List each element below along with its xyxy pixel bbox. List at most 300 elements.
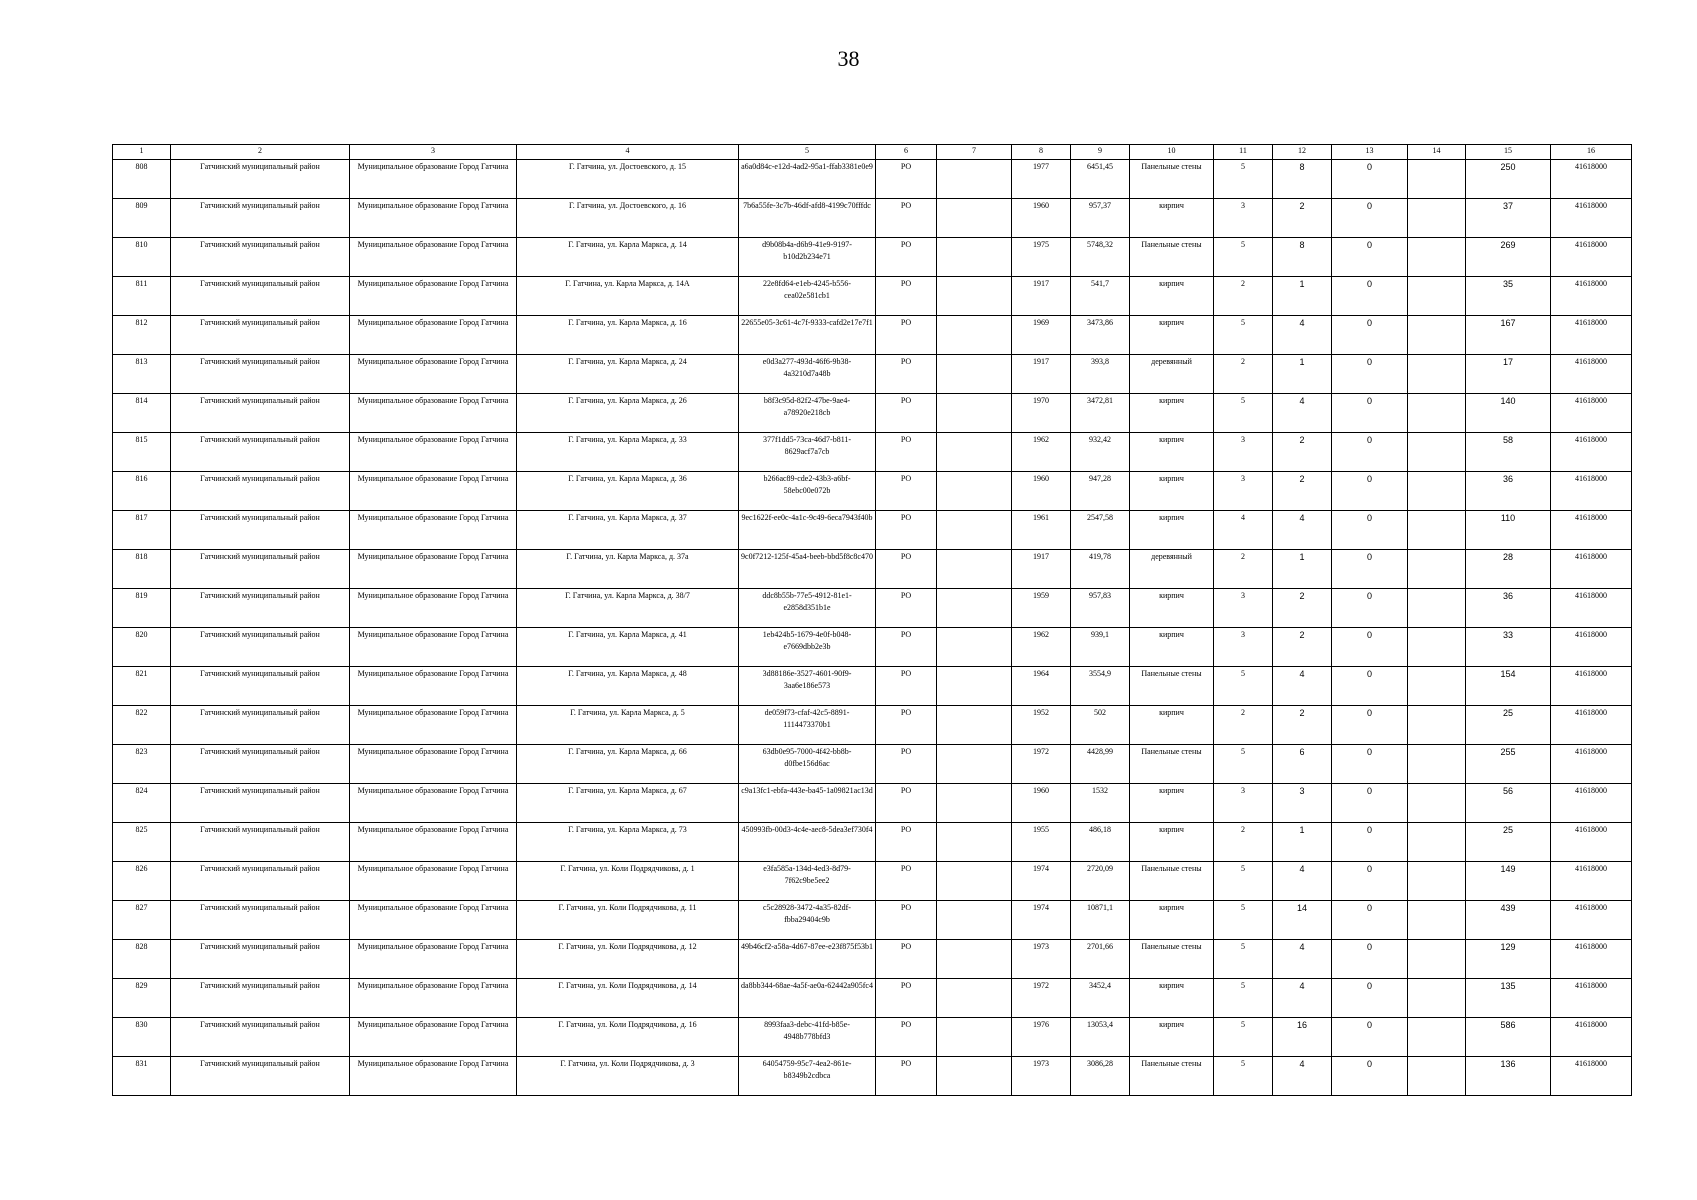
- floors-count: 5: [1214, 316, 1273, 355]
- oktmo-code: 41618000: [1551, 199, 1632, 238]
- program-code: РО: [876, 199, 937, 238]
- column-header-8: 8: [1012, 145, 1071, 160]
- table-row: [113, 394, 1632, 433]
- entrances-count: 4: [1273, 940, 1332, 979]
- column-7-value: [937, 745, 1012, 784]
- municipality-name: Муниципальное образование Город Гатчина: [350, 862, 517, 901]
- column-13-value: 0: [1332, 1057, 1408, 1096]
- column-7-value: [937, 316, 1012, 355]
- wall-material: кирпич: [1130, 628, 1214, 667]
- district-name: Гатчинский муниципальный район: [171, 1018, 350, 1057]
- row-number: 824: [113, 784, 171, 823]
- municipality-name: Муниципальное образование Город Гатчина: [350, 550, 517, 589]
- total-area: 541,7: [1071, 277, 1130, 316]
- wall-material: кирпич: [1130, 589, 1214, 628]
- district-name: Гатчинский муниципальный район: [171, 472, 350, 511]
- year-built: 1960: [1012, 784, 1071, 823]
- municipality-name: Муниципальное образование Город Гатчина: [350, 901, 517, 940]
- address: Г. Гатчина, ул. Карла Маркса, д. 37: [517, 511, 739, 550]
- table-row: [113, 199, 1632, 238]
- address: Г. Гатчина, ул. Карла Маркса, д. 37а: [517, 550, 739, 589]
- column-13-value: 0: [1332, 160, 1408, 199]
- row-number: 822: [113, 706, 171, 745]
- column-header-16: 16: [1551, 145, 1632, 160]
- table-row: [113, 1057, 1632, 1096]
- column-14-value: [1408, 667, 1466, 706]
- column-7-value: [937, 472, 1012, 511]
- column-14-value: [1408, 1057, 1466, 1096]
- column-7-value: [937, 589, 1012, 628]
- address: Г. Гатчина, ул. Карла Маркса, д. 33: [517, 433, 739, 472]
- total-area: 3473,86: [1071, 316, 1130, 355]
- oktmo-code: 41618000: [1551, 472, 1632, 511]
- entrances-count: 1: [1273, 550, 1332, 589]
- oktmo-code: 41618000: [1551, 433, 1632, 472]
- program-code: РО: [876, 667, 937, 706]
- table-row: [113, 901, 1632, 940]
- wall-material: деревянный: [1130, 550, 1214, 589]
- wall-material: Панельные стены: [1130, 745, 1214, 784]
- district-name: Гатчинский муниципальный район: [171, 589, 350, 628]
- total-area: 3086,28: [1071, 1057, 1130, 1096]
- column-13-value: 0: [1332, 745, 1408, 784]
- row-number: 829: [113, 979, 171, 1018]
- wall-material: кирпич: [1130, 511, 1214, 550]
- column-13-value: 0: [1332, 706, 1408, 745]
- entrances-count: 8: [1273, 160, 1332, 199]
- address: Г. Гатчина, ул. Коли Подрядчикова, д. 12: [517, 940, 739, 979]
- district-name: Гатчинский муниципальный район: [171, 277, 350, 316]
- municipality-name: Муниципальное образование Город Гатчина: [350, 160, 517, 199]
- column-13-value: 0: [1332, 823, 1408, 862]
- column-14-value: [1408, 823, 1466, 862]
- residents-count: 149: [1466, 862, 1551, 901]
- fias-code: c9a13fc1-ebfa-443e-ba45-1a09821ac13d: [739, 784, 876, 823]
- column-13-value: 0: [1332, 784, 1408, 823]
- district-name: Гатчинский муниципальный район: [171, 1057, 350, 1096]
- wall-material: кирпич: [1130, 433, 1214, 472]
- table-row: [113, 667, 1632, 706]
- municipality-name: Муниципальное образование Город Гатчина: [350, 667, 517, 706]
- column-header-1: 1: [113, 145, 171, 160]
- wall-material: Панельные стены: [1130, 940, 1214, 979]
- entrances-count: 2: [1273, 706, 1332, 745]
- total-area: 419,78: [1071, 550, 1130, 589]
- wall-material: кирпич: [1130, 823, 1214, 862]
- program-code: РО: [876, 823, 937, 862]
- fias-code: de059f73-cfaf-42c5-8891-1114473370b1: [739, 706, 876, 745]
- column-header-6: 6: [876, 145, 937, 160]
- column-14-value: [1408, 706, 1466, 745]
- address: Г. Гатчина, ул. Карла Маркса, д. 14А: [517, 277, 739, 316]
- total-area: 1532: [1071, 784, 1130, 823]
- address: Г. Гатчина, ул. Карла Маркса, д. 5: [517, 706, 739, 745]
- municipality-name: Муниципальное образование Город Гатчина: [350, 199, 517, 238]
- district-name: Гатчинский муниципальный район: [171, 628, 350, 667]
- column-13-value: 0: [1332, 940, 1408, 979]
- year-built: 1961: [1012, 511, 1071, 550]
- total-area: 4428,99: [1071, 745, 1130, 784]
- municipality-name: Муниципальное образование Город Гатчина: [350, 394, 517, 433]
- table-row: [113, 589, 1632, 628]
- program-code: РО: [876, 589, 937, 628]
- fias-code: 22e8fd64-e1eb-4245-b556-cea02e581cb1: [739, 277, 876, 316]
- year-built: 1964: [1012, 667, 1071, 706]
- column-14-value: [1408, 394, 1466, 433]
- column-14-value: [1408, 472, 1466, 511]
- column-7-value: [937, 628, 1012, 667]
- table-row: [113, 433, 1632, 472]
- total-area: 13053,4: [1071, 1018, 1130, 1057]
- floors-count: 3: [1214, 199, 1273, 238]
- oktmo-code: 41618000: [1551, 862, 1632, 901]
- floors-count: 2: [1214, 277, 1273, 316]
- program-code: РО: [876, 706, 937, 745]
- floors-count: 5: [1214, 901, 1273, 940]
- oktmo-code: 41618000: [1551, 784, 1632, 823]
- oktmo-code: 41618000: [1551, 667, 1632, 706]
- floors-count: 4: [1214, 511, 1273, 550]
- fias-code: d9b08b4a-d6b9-41e9-9197-b10d2b234e71: [739, 238, 876, 277]
- column-header-12: 12: [1273, 145, 1332, 160]
- column-13-value: 0: [1332, 901, 1408, 940]
- year-built: 1975: [1012, 238, 1071, 277]
- table-row: [113, 979, 1632, 1018]
- residents-count: 136: [1466, 1057, 1551, 1096]
- municipality-name: Муниципальное образование Город Гатчина: [350, 433, 517, 472]
- row-number: 825: [113, 823, 171, 862]
- program-code: РО: [876, 238, 937, 277]
- column-13-value: 0: [1332, 628, 1408, 667]
- year-built: 1972: [1012, 979, 1071, 1018]
- floors-count: 5: [1214, 940, 1273, 979]
- fias-code: a6a0d84c-e12d-4ad2-95a1-ffab3381e0e9: [739, 160, 876, 199]
- column-7-value: [937, 667, 1012, 706]
- municipality-name: Муниципальное образование Город Гатчина: [350, 979, 517, 1018]
- column-14-value: [1408, 784, 1466, 823]
- row-number: 810: [113, 238, 171, 277]
- entrances-count: 1: [1273, 355, 1332, 394]
- district-name: Гатчинский муниципальный район: [171, 706, 350, 745]
- residents-count: 250: [1466, 160, 1551, 199]
- column-14-value: [1408, 433, 1466, 472]
- column-14-value: [1408, 979, 1466, 1018]
- oktmo-code: 41618000: [1551, 979, 1632, 1018]
- fias-code: 450993fb-00d3-4c4e-aec8-5dea3ef730f4: [739, 823, 876, 862]
- wall-material: кирпич: [1130, 472, 1214, 511]
- year-built: 1962: [1012, 628, 1071, 667]
- district-name: Гатчинский муниципальный район: [171, 862, 350, 901]
- address: Г. Гатчина, ул. Достоевского, д. 15: [517, 160, 739, 199]
- year-built: 1973: [1012, 1057, 1071, 1096]
- program-code: РО: [876, 316, 937, 355]
- address: Г. Гатчина, ул. Карла Маркса, д. 16: [517, 316, 739, 355]
- row-number: 815: [113, 433, 171, 472]
- total-area: 3452,4: [1071, 979, 1130, 1018]
- year-built: 1955: [1012, 823, 1071, 862]
- year-built: 1962: [1012, 433, 1071, 472]
- entrances-count: 6: [1273, 745, 1332, 784]
- residents-count: 255: [1466, 745, 1551, 784]
- table-row: [113, 511, 1632, 550]
- residents-count: 36: [1466, 589, 1551, 628]
- oktmo-code: 41618000: [1551, 901, 1632, 940]
- year-built: 1972: [1012, 745, 1071, 784]
- oktmo-code: 41618000: [1551, 745, 1632, 784]
- year-built: 1960: [1012, 199, 1071, 238]
- floors-count: 3: [1214, 784, 1273, 823]
- table-row: [113, 862, 1632, 901]
- column-header-7: 7: [937, 145, 1012, 160]
- fias-code: 3d88186e-3527-4601-90f9-3aa6e186e573: [739, 667, 876, 706]
- district-name: Гатчинский муниципальный район: [171, 511, 350, 550]
- entrances-count: 4: [1273, 1057, 1332, 1096]
- column-14-value: [1408, 901, 1466, 940]
- row-number: 827: [113, 901, 171, 940]
- fias-code: 9c0f7212-125f-45a4-beeb-bbd5f8c8c470: [739, 550, 876, 589]
- column-header-10: 10: [1130, 145, 1214, 160]
- municipality-name: Муниципальное образование Город Гатчина: [350, 238, 517, 277]
- table-row: [113, 784, 1632, 823]
- entrances-count: 2: [1273, 472, 1332, 511]
- address: Г. Гатчина, ул. Коли Подрядчикова, д. 11: [517, 901, 739, 940]
- oktmo-code: 41618000: [1551, 160, 1632, 199]
- column-header-3: 3: [350, 145, 517, 160]
- floors-count: 5: [1214, 1018, 1273, 1057]
- column-header-2: 2: [171, 145, 350, 160]
- wall-material: кирпич: [1130, 394, 1214, 433]
- column-7-value: [937, 355, 1012, 394]
- column-7-value: [937, 277, 1012, 316]
- total-area: 486,18: [1071, 823, 1130, 862]
- wall-material: Панельные стены: [1130, 862, 1214, 901]
- residents-count: 154: [1466, 667, 1551, 706]
- program-code: РО: [876, 472, 937, 511]
- total-area: 3472,81: [1071, 394, 1130, 433]
- column-header-14: 14: [1408, 145, 1466, 160]
- column-13-value: 0: [1332, 511, 1408, 550]
- residents-count: 140: [1466, 394, 1551, 433]
- wall-material: кирпич: [1130, 784, 1214, 823]
- column-14-value: [1408, 160, 1466, 199]
- total-area: 957,37: [1071, 199, 1130, 238]
- entrances-count: 1: [1273, 823, 1332, 862]
- program-code: РО: [876, 511, 937, 550]
- table-row: [113, 550, 1632, 589]
- fias-code: 1eb424b5-1679-4e0f-b048-e7669dbb2e3b: [739, 628, 876, 667]
- column-7-value: [937, 901, 1012, 940]
- entrances-count: 16: [1273, 1018, 1332, 1057]
- wall-material: кирпич: [1130, 199, 1214, 238]
- wall-material: кирпич: [1130, 1018, 1214, 1057]
- floors-count: 3: [1214, 589, 1273, 628]
- table-row: [113, 1018, 1632, 1057]
- oktmo-code: 41618000: [1551, 589, 1632, 628]
- entrances-count: 4: [1273, 316, 1332, 355]
- row-number: 813: [113, 355, 171, 394]
- district-name: Гатчинский муниципальный район: [171, 316, 350, 355]
- year-built: 1917: [1012, 550, 1071, 589]
- floors-count: 3: [1214, 472, 1273, 511]
- row-number: 816: [113, 472, 171, 511]
- column-7-value: [937, 784, 1012, 823]
- column-13-value: 0: [1332, 433, 1408, 472]
- table-row: [113, 940, 1632, 979]
- fias-code: da8bb344-68ae-4a5f-ae0a-62442a905fc4: [739, 979, 876, 1018]
- table-row: [113, 472, 1632, 511]
- municipality-name: Муниципальное образование Город Гатчина: [350, 589, 517, 628]
- year-built: 1959: [1012, 589, 1071, 628]
- year-built: 1917: [1012, 277, 1071, 316]
- column-14-value: [1408, 316, 1466, 355]
- fias-code: 22655e05-3c61-4c7f-9333-cafd2e17e7f1: [739, 316, 876, 355]
- district-name: Гатчинский муниципальный район: [171, 940, 350, 979]
- address: Г. Гатчина, ул. Коли Подрядчикова, д. 14: [517, 979, 739, 1018]
- table-row: [113, 706, 1632, 745]
- row-number: 826: [113, 862, 171, 901]
- wall-material: Панельные стены: [1130, 1057, 1214, 1096]
- program-code: РО: [876, 628, 937, 667]
- residents-count: 37: [1466, 199, 1551, 238]
- district-name: Гатчинский муниципальный район: [171, 823, 350, 862]
- column-header-15: 15: [1466, 145, 1551, 160]
- column-14-value: [1408, 1018, 1466, 1057]
- program-code: РО: [876, 862, 937, 901]
- column-13-value: 0: [1332, 472, 1408, 511]
- column-13-value: 0: [1332, 979, 1408, 1018]
- total-area: 2547,58: [1071, 511, 1130, 550]
- wall-material: Панельные стены: [1130, 238, 1214, 277]
- district-name: Гатчинский муниципальный район: [171, 667, 350, 706]
- wall-material: кирпич: [1130, 316, 1214, 355]
- district-name: Гатчинский муниципальный район: [171, 199, 350, 238]
- table-row: [113, 628, 1632, 667]
- oktmo-code: 41618000: [1551, 277, 1632, 316]
- municipality-name: Муниципальное образование Город Гатчина: [350, 355, 517, 394]
- address: Г. Гатчина, ул. Коли Подрядчикова, д. 16: [517, 1018, 739, 1057]
- column-13-value: 0: [1332, 667, 1408, 706]
- year-built: 1969: [1012, 316, 1071, 355]
- row-number: 820: [113, 628, 171, 667]
- column-7-value: [937, 823, 1012, 862]
- oktmo-code: 41618000: [1551, 706, 1632, 745]
- program-code: РО: [876, 901, 937, 940]
- municipality-name: Муниципальное образование Город Гатчина: [350, 823, 517, 862]
- column-7-value: [937, 394, 1012, 433]
- column-7-value: [937, 238, 1012, 277]
- row-number: 817: [113, 511, 171, 550]
- residents-count: 129: [1466, 940, 1551, 979]
- floors-count: 5: [1214, 862, 1273, 901]
- municipality-name: Муниципальное образование Город Гатчина: [350, 1057, 517, 1096]
- total-area: 2701,66: [1071, 940, 1130, 979]
- entrances-count: 14: [1273, 901, 1332, 940]
- municipality-name: Муниципальное образование Город Гатчина: [350, 472, 517, 511]
- year-built: 1917: [1012, 355, 1071, 394]
- column-13-value: 0: [1332, 550, 1408, 589]
- oktmo-code: 41618000: [1551, 940, 1632, 979]
- row-number: 823: [113, 745, 171, 784]
- residents-count: 586: [1466, 1018, 1551, 1057]
- column-header-5: 5: [739, 145, 876, 160]
- residents-count: 135: [1466, 979, 1551, 1018]
- column-14-value: [1408, 199, 1466, 238]
- oktmo-code: 41618000: [1551, 628, 1632, 667]
- fias-code: 8993faa3-debc-41fd-b85e-4948b778bfd3: [739, 1018, 876, 1057]
- table-row: [113, 355, 1632, 394]
- district-name: Гатчинский муниципальный район: [171, 160, 350, 199]
- fias-code: 7b6a55fe-3c7b-46df-afd8-4199c70fffdc: [739, 199, 876, 238]
- column-14-value: [1408, 589, 1466, 628]
- residents-count: 25: [1466, 823, 1551, 862]
- fias-code: e3fa585a-134d-4ed3-8d79-7f62c9be5ee2: [739, 862, 876, 901]
- header-row: [113, 145, 1632, 160]
- residents-count: 36: [1466, 472, 1551, 511]
- program-code: РО: [876, 1018, 937, 1057]
- column-header-13: 13: [1332, 145, 1408, 160]
- address: Г. Гатчина, ул. Коли Подрядчикова, д. 3: [517, 1057, 739, 1096]
- column-7-value: [937, 1018, 1012, 1057]
- address: Г. Гатчина, ул. Достоевского, д. 16: [517, 199, 739, 238]
- address: Г. Гатчина, ул. Карла Маркса, д. 73: [517, 823, 739, 862]
- wall-material: кирпич: [1130, 706, 1214, 745]
- program-code: РО: [876, 277, 937, 316]
- column-7-value: [937, 862, 1012, 901]
- table-row: [113, 160, 1632, 199]
- residents-count: 110: [1466, 511, 1551, 550]
- column-7-value: [937, 511, 1012, 550]
- column-13-value: 0: [1332, 1018, 1408, 1057]
- floors-count: 5: [1214, 745, 1273, 784]
- fias-code: 64054759-95c7-4ea2-861e-b8349b2cdbca: [739, 1057, 876, 1096]
- total-area: 10871,1: [1071, 901, 1130, 940]
- floors-count: 5: [1214, 1057, 1273, 1096]
- entrances-count: 1: [1273, 277, 1332, 316]
- address: Г. Гатчина, ул. Карла Маркса, д. 38/7: [517, 589, 739, 628]
- total-area: 939,1: [1071, 628, 1130, 667]
- column-header-11: 11: [1214, 145, 1273, 160]
- district-name: Гатчинский муниципальный район: [171, 745, 350, 784]
- district-name: Гатчинский муниципальный район: [171, 550, 350, 589]
- entrances-count: 2: [1273, 628, 1332, 667]
- entrances-count: 3: [1273, 784, 1332, 823]
- oktmo-code: 41618000: [1551, 511, 1632, 550]
- entrances-count: 2: [1273, 433, 1332, 472]
- municipality-name: Муниципальное образование Город Гатчина: [350, 628, 517, 667]
- column-7-value: [937, 1057, 1012, 1096]
- column-13-value: 0: [1332, 355, 1408, 394]
- residents-count: 17: [1466, 355, 1551, 394]
- program-code: РО: [876, 979, 937, 1018]
- total-area: 393,8: [1071, 355, 1130, 394]
- year-built: 1974: [1012, 901, 1071, 940]
- column-7-value: [937, 199, 1012, 238]
- municipality-name: Муниципальное образование Город Гатчина: [350, 1018, 517, 1057]
- oktmo-code: 41618000: [1551, 238, 1632, 277]
- total-area: 502: [1071, 706, 1130, 745]
- year-built: 1970: [1012, 394, 1071, 433]
- total-area: 5748,32: [1071, 238, 1130, 277]
- municipality-name: Муниципальное образование Город Гатчина: [350, 706, 517, 745]
- floors-count: 5: [1214, 979, 1273, 1018]
- table-row: [113, 238, 1632, 277]
- municipality-name: Муниципальное образование Город Гатчина: [350, 316, 517, 355]
- fias-code: b8f3c95d-82f2-47be-9ae4-a78920e218cb: [739, 394, 876, 433]
- column-14-value: [1408, 940, 1466, 979]
- row-number: 811: [113, 277, 171, 316]
- year-built: 1960: [1012, 472, 1071, 511]
- fias-code: 49b46cf2-a58a-4d67-87ee-e23f875f53b1: [739, 940, 876, 979]
